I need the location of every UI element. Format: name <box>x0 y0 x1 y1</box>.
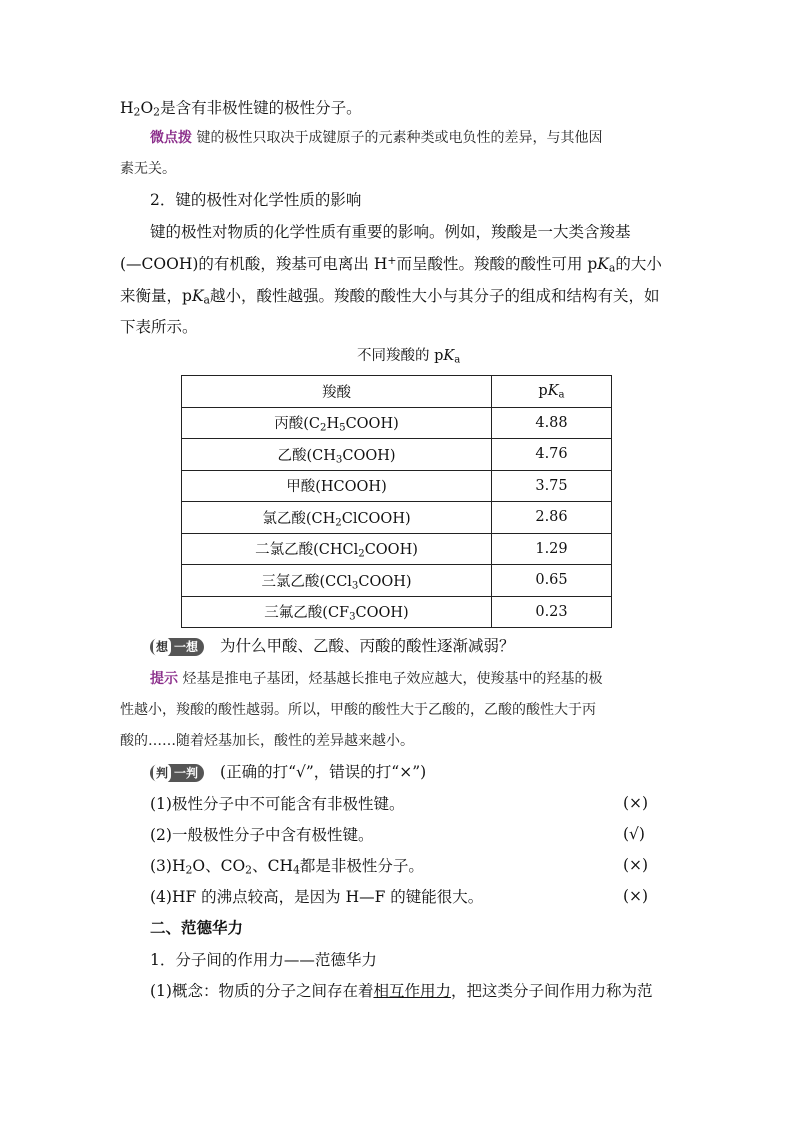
acid-name: 二氯乙酸(CHCl$_2$COOH) <box>182 533 492 565</box>
acid-pka: 4.76 <box>492 439 612 471</box>
think-tag: 想 一想 <box>150 638 204 656</box>
acid-name: 乙酸$(CH_3COOH)$ <box>182 439 492 471</box>
micro-point-label: 微点拨 <box>150 130 192 146</box>
table-row <box>182 533 612 565</box>
hint-line3: 酸的……随着烃基加长，酸性的差异越来越小。 <box>120 733 414 749</box>
section2-heading: 2．键的极性对化学性质的影响 <box>150 191 362 209</box>
section-three-heading: 二、范德华力 <box>150 918 244 937</box>
acid-name: 三氯乙酸(CCl$_3$COOH) <box>182 565 492 597</box>
table-row <box>182 565 612 597</box>
hint-line2: 性越小，羧酸的酸性越弱。所以，甲酸的酸性大于乙酸的，乙酸的酸性大于丙 <box>120 702 596 718</box>
micro-point-line1: 微点拨 键的极性只取决于成键原子的元素种类或电负性的差异，与其他因 <box>150 130 603 146</box>
hint-label: 提示 <box>150 671 178 687</box>
table-row <box>182 470 612 502</box>
judge-item-3: $(3)H_2O$、$CO_2$、$CH_4$都是非极性分子。 <box>150 857 424 877</box>
para-line1: 键的极性对物质的化学性质有重要的影响。例如，羧酸是一大类含羧基 <box>150 223 631 241</box>
judge-item-1: (1)极性分子中不可能含有非极性键。 <box>150 795 405 813</box>
header-pka: $pK_a$ <box>492 376 612 408</box>
sub-heading-1: 1．分子间的作用力——范德华力 <box>150 951 377 969</box>
micro-point-line2: 素无关。 <box>120 161 176 177</box>
judge-mark-1: (×) <box>623 794 649 812</box>
table-row <box>182 596 612 628</box>
judge-mark-2: (√) <box>623 825 645 843</box>
judge-mark-4: (×) <box>623 887 649 905</box>
acid-pka: 0.65 <box>492 565 612 597</box>
judge-item-2: (2)一般极性分子中含有极性键。 <box>150 826 374 844</box>
table-header-row <box>182 376 612 408</box>
judge-mark-3: (×) <box>623 856 649 874</box>
acid-pka-table <box>181 375 612 628</box>
acid-name: 甲酸(HCOOH) <box>182 470 492 502</box>
table-row <box>182 439 612 471</box>
hint-line1: 提示 烃基是推电子基团，烃基越长推电子效应越大，使羧基中的羟基的极 <box>150 671 603 687</box>
acid-pka: 1.29 <box>492 533 612 565</box>
acid-pka: 4.88 <box>492 407 612 439</box>
concept-line: (1)概念：物质的分子之间存在着相互作用力，把这类分子间作用力称为范 <box>150 982 653 1000</box>
acid-pka: 2.86 <box>492 502 612 534</box>
acid-name: 三氟乙酸$(CF_3COOH)$ <box>182 596 492 628</box>
acid-pka: 3.75 <box>492 470 612 502</box>
judge-instruction: 判 一判 (正确的打“√”，错误的打“×”) <box>150 762 426 782</box>
intro-sentence: $H_2O_2$是含有非极性键的极性分子。 <box>120 99 362 119</box>
header-acid: 羧酸 <box>182 376 492 408</box>
para-line4: 下表所示。 <box>120 318 198 336</box>
acid-pka: 0.23 <box>492 596 612 628</box>
acid-name: 氯乙酸$(CH_2ClCOOH)$ <box>182 502 492 534</box>
para-line2: (—COOH)的有机酸，羧基可电离出 H+而呈酸性。羧酸的酸性可用 $pK_a$的大小 <box>120 254 662 275</box>
judge-item-4: (4)HF 的沸点较高，是因为 H—F 的键能很大。 <box>150 888 484 906</box>
table-row <box>182 502 612 534</box>
table-caption: 不同羧酸的 $pK_a$ <box>357 348 461 366</box>
para-line3: 来衡量，$pK_a$越小，酸性越强。羧酸的酸性大小与其分子的组成和结构有关，如 <box>120 287 660 307</box>
judge-tag: 判 一判 <box>150 764 204 782</box>
acid-name: 丙酸$(C_2H_5COOH)$ <box>182 407 492 439</box>
table-row <box>182 407 612 439</box>
think-question: 想 一想 为什么甲酸、乙酸、丙酸的酸性逐渐减弱？ <box>150 636 515 656</box>
